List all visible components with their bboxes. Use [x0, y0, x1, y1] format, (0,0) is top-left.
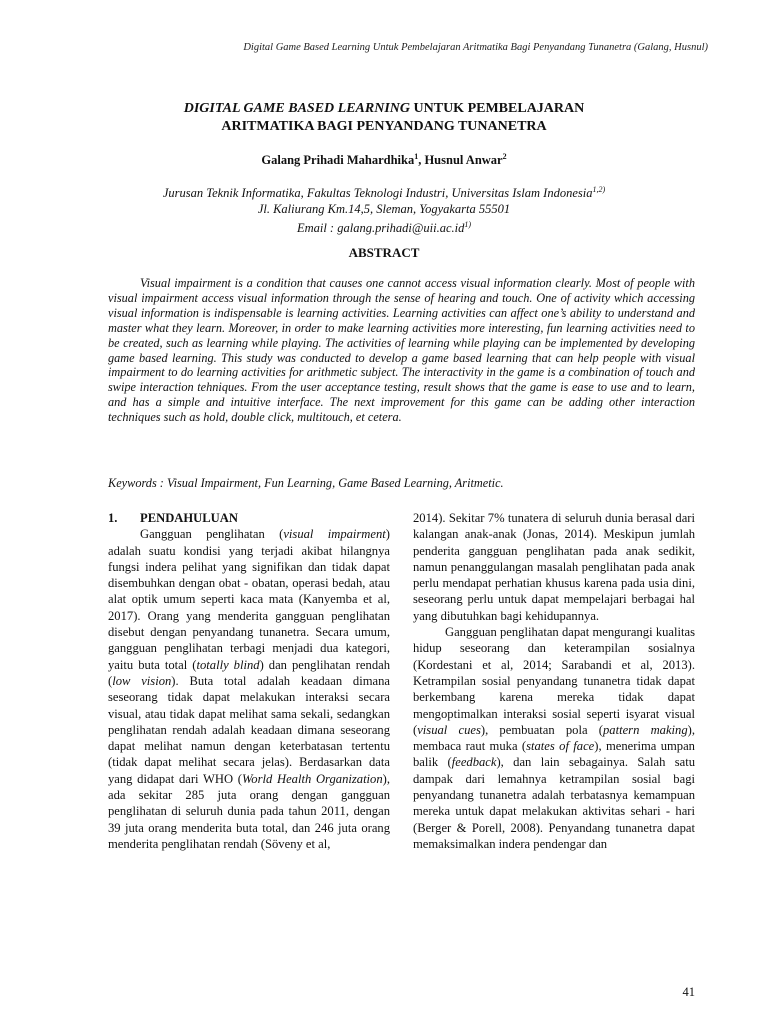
- affiliation-line-2: Jl. Kaliurang Km.14,5, Sleman, Yogyakarta 55501: [257, 202, 511, 217]
- affiliation-block: [60, 182, 708, 236]
- section-title: PENDAHULUAN: [140, 511, 238, 525]
- author-1: Galang Prihadi Mahardhika: [261, 153, 415, 168]
- keywords: Keywords : Visual Impairment, Fun Learning, Game Based Learning, Aritmetic.: [108, 476, 504, 490]
- page-number: 41: [682, 985, 695, 999]
- author-1-sup: 1: [414, 152, 419, 161]
- italic-term: World Health Organization: [241, 771, 383, 786]
- author-line: [60, 152, 708, 168]
- italic-term: states of face: [526, 739, 595, 754]
- right-column: [413, 510, 695, 852]
- text-run: ) adalah suatu kondisi yang terjadi akibat hilangnya fungsi indera pelihat yang signifikan dan tidak dapat disembuhkan dengan obat - obatan, operasi bedah, atau alat optik umum seperti kaca mata (Kanyemba et al, 2017). Orang yang menderita gangguan penglihatan disebut dengan penyandang tunanetra. Secara umum, gangguan penglihatan terbagi menjadi dua kategori, yaitu buta total (: [108, 527, 390, 672]
- text-run: ). Buta total adalah keadaan dimana seseorang tidak dapat melakukan interaksi secara visual, atau tidak dapat melihat sama sekali, sedangkan penglihatan rendah adalah keadaan dimana seseorang dapat melihat namun dengan keterbatasan tertentu (tidak dapat melihat secara jelas). Berdasarkan data yang didapat dari WHO (: [108, 673, 390, 786]
- author-2: Husnul Anwar: [424, 153, 503, 168]
- text-run: ), membaca raut muka (: [413, 722, 695, 754]
- left-paragraph: [108, 526, 390, 852]
- italic-term: low vision: [112, 673, 172, 688]
- title-italic-part: DIGITAL GAME BASED LEARNING: [183, 101, 411, 116]
- title-line2: ARITMATIKA BAGI PENYANDANG TUNANETRA: [221, 119, 547, 134]
- left-column: [108, 510, 390, 852]
- title-line1-rest: UNTUK PEMBELAJARAN: [410, 101, 585, 116]
- italic-term: pattern making: [602, 722, 688, 737]
- right-paragraph-2: [413, 624, 695, 852]
- italic-term: feedback: [451, 755, 497, 770]
- italic-term: visual impairment: [283, 527, 386, 542]
- paper-title: [60, 100, 708, 136]
- italic-term: visual cues: [417, 722, 481, 737]
- running-header: Digital Game Based Learning Untuk Pembelajaran Aritmatika Bagi Penyandang Tunanetra (Galang, Husnul): [243, 42, 708, 53]
- text-run: ), dan lain sebagainya. Salah satu dampak dari lemahnya ketrampilan sosial bagi penyandang tunanetra adalah terbatasnya kemampuan mereka untuk dapat melakukan aktivitas sehari - hari (Berger & Porell, 2008). Penyandang tunanetra dapat memaksimalkan indera pendengar dan: [413, 755, 695, 851]
- author-2-sup: 2: [502, 152, 507, 161]
- text-run: ) dan penglihatan rendah (: [108, 657, 391, 688]
- text-run: Gangguan penglihatan dapat mengurangi kualitas hidup seseorang dan keterampilan sosialnya (Kordestani et al, 2014; Sarabandi et al, 2013). Ketrampilan sosial penyandang tunanetra tidak dapat berkembang karena mereka tidak dapat mengoptimalkan interaksi sosial seperti isyarat visual (: [413, 625, 695, 737]
- affiliation-email-sup: 1): [464, 220, 472, 230]
- italic-term: totally blind: [196, 657, 260, 672]
- abstract-body: Visual impairment is a condition that causes one cannot access visual information clearly. Most of people with visual impairment access visual information through the sense of hearing and touch. One of activity which accessing visual information is indispensable is learning activities. Learning activities can affect one’s ability to understand and master what they learn. Moreover, in order to make learning activities more interesting, fun learning activities need to be created, such as learning while playing. The activities of learning while playing can be implemented by developing game based learning. This study was conducted to develop a game based learning that can help people with visual impairment to do learning activities for arithmetic subject. The interactivity in the game is a combination of touch and swipe interaction tehniques. From the user acceptance testing, result shows that the game is ease to use and to learn, and has a simple and intuitive interface. The next improvement for this game can be adding other interaction techniques such as hold, double click, multitouch, et cetera.: [108, 276, 695, 425]
- text-run: ), pembuatan pola (: [480, 722, 603, 737]
- text-run: ), menerima umpan balik (: [413, 739, 695, 770]
- section-heading: [108, 510, 390, 526]
- affiliation-line-1: Jurusan Teknik Informatika, Fakultas Teknologi Industri, Universitas Islam Indonesia: [162, 186, 593, 201]
- author-separator: ,: [418, 153, 425, 168]
- text-run: ), ada sekitar 285 juta orang dengan gangguan penglihatan di seluruh dunia pada tahun 2011, dengan 39 juta orang menderita buta total, dan 246 juta orang menderita penglihatan rendah (Söveny et al,: [108, 771, 390, 851]
- affiliation-line-1-sup: 1,2): [592, 185, 606, 194]
- right-paragraph-1: 2014). Sekitar 7% tunatera di seluruh dunia berasal dari kalangan anak-anak (Jonas, 2014). Meskipun jumlah penderita gangguan penglihatan pada anak sedikit, namun penanggulangan masalah penglihatan pada anak perlu mendapat perhatian khusus karena pada usia dini, seseorang perlu untuk dapat mempelajari berbagai hal yang dibutuhkan bagi kehidupannya.: [413, 511, 695, 623]
- affiliation-email: Email : galang.prihadi@uii.ac.id: [296, 221, 465, 236]
- text-run: Gangguan penglihatan (: [140, 527, 284, 542]
- abstract-heading: ABSTRACT: [348, 245, 420, 260]
- section-number: 1.: [108, 511, 118, 525]
